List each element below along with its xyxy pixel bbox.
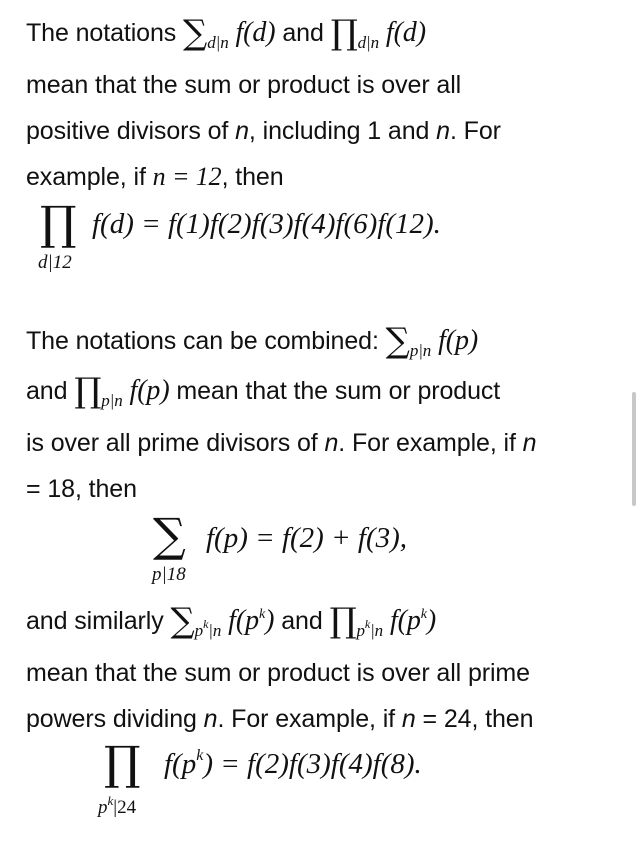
paragraph-2-line-3 <box>26 428 536 458</box>
paragraph-2-line-2 <box>26 371 501 411</box>
text: is over all prime divisors of <box>26 429 325 457</box>
text: The notations <box>26 19 184 47</box>
index-base: p <box>98 797 108 818</box>
paragraph-1-line-1 <box>26 13 426 53</box>
product-operator: ∏ <box>40 196 77 250</box>
variable: n <box>324 429 339 457</box>
sum-subscript: d|n <box>207 33 229 52</box>
text: = 24, then <box>415 705 534 733</box>
variable: n <box>235 117 249 145</box>
math-term: ) <box>265 605 275 636</box>
text: , including 1 and <box>248 117 437 145</box>
sum-operator: ∑ <box>153 508 186 562</box>
equation-expression: f(p) = f(2) + f(3), <box>206 522 408 554</box>
exponent: k <box>196 747 204 764</box>
exponent: k <box>420 607 427 622</box>
text: and <box>274 607 330 635</box>
product-subscript: p|n <box>101 391 123 410</box>
math-term: f(p <box>221 605 259 636</box>
variable: n <box>203 705 218 733</box>
text: mean that the sum or product <box>169 377 501 405</box>
text: positive divisors of <box>26 117 236 145</box>
subscript-exponent: k <box>203 617 209 631</box>
product-symbol: ∏ <box>330 13 358 53</box>
product-index <box>98 793 137 819</box>
product-symbol: ∏ <box>74 371 102 411</box>
variable: n <box>401 705 416 733</box>
variable: n <box>522 429 537 457</box>
math-term: f(d) <box>378 17 426 48</box>
variable: n <box>436 117 450 145</box>
sum-symbol: ∑ <box>183 13 208 53</box>
math-term: f(d) <box>228 17 276 48</box>
equation-expression: f(d) = f(1)f(2)f(3)f(4)f(6)f(12). <box>92 208 441 240</box>
paragraph-1-line-2: mean that the sum or product is over all <box>26 71 462 99</box>
paragraph-2-line-1 <box>26 321 479 361</box>
text: The notations can be combined: <box>26 327 386 355</box>
math-term: f(p) <box>122 375 170 406</box>
expr-part: f(p <box>164 748 197 780</box>
paragraph-1-line-3 <box>26 116 501 146</box>
inline-math: n = 12 <box>152 162 222 191</box>
sum-index: p|18 <box>152 564 186 585</box>
text: , then <box>221 163 284 191</box>
paragraph-1-line-4 <box>26 162 284 192</box>
text: and <box>275 19 331 47</box>
equation-expression <box>164 748 422 781</box>
product-symbol: ∏ <box>329 601 357 641</box>
expr-part: ) = f(2)f(3)f(4)f(8). <box>203 748 422 780</box>
text: . For <box>449 117 501 145</box>
math-term: f(p) <box>431 325 479 356</box>
product-subscript: d|n <box>357 33 379 52</box>
text: example, if <box>26 163 153 191</box>
sum-subscript: p|n <box>409 341 432 360</box>
subscript-exponent: k <box>364 617 371 631</box>
subscript-base: p <box>356 621 365 640</box>
product-operator: ∏ <box>104 736 141 790</box>
text: powers dividing <box>26 705 204 733</box>
text: and <box>26 377 75 405</box>
math-term: f(p <box>383 605 421 636</box>
index-rest: |24 <box>113 797 137 818</box>
exponent: k <box>259 607 266 622</box>
subscript-rest: |n <box>370 621 384 640</box>
sum-symbol: ∑ <box>385 321 410 361</box>
text: and similarly <box>26 607 171 635</box>
subscript-base: p <box>194 621 204 640</box>
paragraph-3-line-2: mean that the sum or product is over all prime <box>26 659 530 687</box>
product-index: d|12 <box>38 252 72 273</box>
text: . For example, if <box>217 705 402 733</box>
paragraph-2-line-4: = 18, then <box>26 475 137 503</box>
sum-symbol: ∑ <box>170 601 195 641</box>
text: . For example, if <box>338 429 523 457</box>
subscript-rest: |n <box>208 621 222 640</box>
paragraph-3-line-3 <box>26 704 533 734</box>
scrollbar[interactable] <box>632 392 636 506</box>
paragraph-3-line-1 <box>26 601 437 641</box>
math-term: ) <box>426 605 437 636</box>
index-exponent: k <box>107 793 114 808</box>
